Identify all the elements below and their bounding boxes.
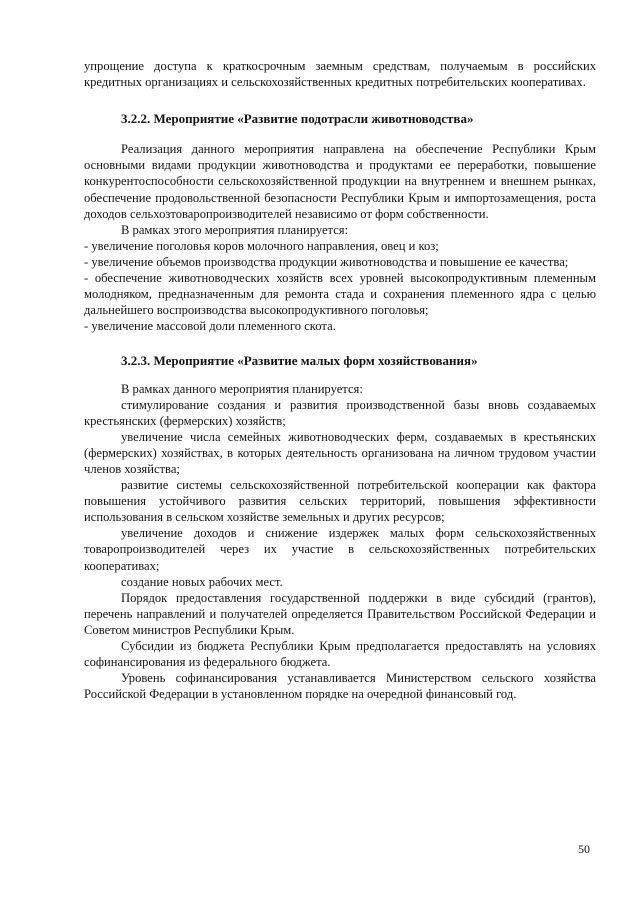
paragraph-livestock-intro: Реализация данного мероприятия направлена на обеспечение Республики Крым основными видами продукции животноводства и продуктами ее переработки, повышение конкурентоспособности сельскохозяйственной продукции на внутреннем и внешнем рынках, обеспечение продовольственной безопасности Республики Крым и импортозамещения, роста доходов сельхозтоваропроизводителей независимо от форм собственности. — [84, 142, 596, 221]
list-item-livestock-2: - увеличение объемов производства продукции животноводства и повышение ее качества; — [84, 254, 569, 269]
list-item-small-farms-3: развитие системы сельскохозяйственной потребительской кооперации как фактора повышения устойчивого развития сельских территорий, повышения эффективности использования в сельском хозяйстве земельных и других ресурсов; — [84, 478, 596, 525]
section-heading-3-2-2: 3.2.2. Мероприятие «Развитие подотрасли животноводства» — [121, 111, 474, 127]
section-heading-3-2-3: 3.2.3. Мероприятие «Развитие малых форм хозяйствования» — [121, 353, 478, 369]
list-item-small-farms-1: стимулирование создания и развития производственной базы вновь создаваемых крестьянских (фермерских) хозяйств; — [84, 397, 596, 428]
document-page — [84, 58, 596, 702]
paragraph-small-farms-intro: В рамках данного мероприятия планируется: — [121, 381, 363, 396]
list-item-livestock-1: - увеличение поголовья коров молочного направления, овец и коз; — [84, 238, 439, 253]
paragraph-support-procedure: Порядок предоставления государственной поддержки в виде субсидий (грантов), перечень направлений и получателей определяется Правительством Российской Федерации и Советом министров Республики Крым. — [84, 590, 596, 637]
list-item-small-farms-5: создание новых рабочих мест. — [121, 574, 283, 589]
paragraph-plans-intro: В рамках этого мероприятия планируется: — [121, 222, 349, 237]
list-item-livestock-4: - увеличение массовой доли племенного скота. — [84, 319, 336, 334]
list-item-small-farms-2: увеличение числа семейных животноводческих ферм, создаваемых в крестьянских (фермерских) хозяйствах, в которых деятельность организована на личном трудовом участии членов хозяйства; — [84, 429, 596, 476]
paragraph-continuation: упрощение доступа к краткосрочным заемным средствам, получаемым в российских кредитных организациях и сельскохозяйственных кредитных потребительских кооперативах. — [84, 59, 596, 90]
paragraph-cofinancing: Уровень софинансирования устанавливается Министерством сельского хозяйства Российской Федерации в установленном порядке на очередной финансовый год. — [84, 671, 596, 702]
page-number: 50 — [578, 842, 590, 856]
list-item-small-farms-4: увеличение доходов и снижение издержек малых форм сельскохозяйственных товаропроизводителей через их участие в сельскохозяйственных потребительских кооперативах; — [84, 526, 596, 573]
list-item-livestock-3: - обеспечение животноводческих хозяйств всех уровней высокопродуктивным племенным молодняком, предназначенным для ремонта стада и сохранения племенного ядра с целью дальнейшего воспроизводства высокопродуктивного поголовья; — [84, 271, 596, 318]
paragraph-subsidies: Субсидии из бюджета Республики Крым предполагается предоставлять на условиях софинансирования из федерального бюджета. — [84, 639, 596, 670]
